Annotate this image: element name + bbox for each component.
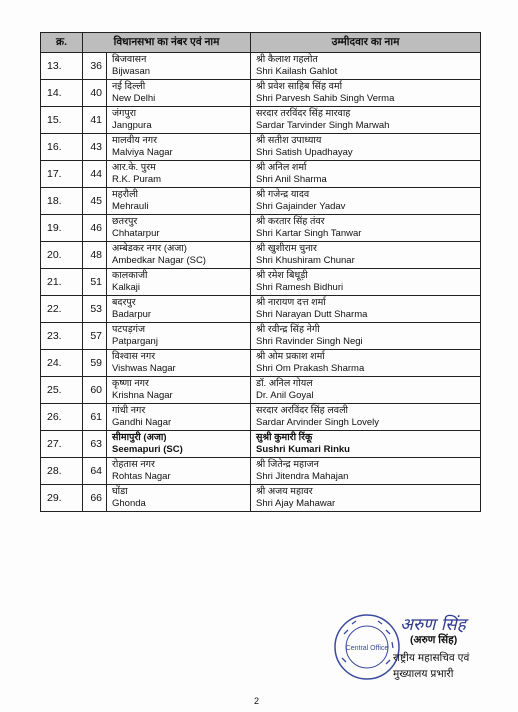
constituency-name-english: Ambedkar Nagar (SC) [112, 255, 206, 266]
constituency-name-hindi: रोहतास नगर [112, 459, 155, 470]
header-serial: क्र. [41, 33, 83, 53]
candidate-name-hindi: श्री सतीश उपाध्याय [256, 135, 322, 146]
constituency-name-english: Gandhi Nagar [112, 417, 172, 428]
constituency-cell [107, 458, 251, 485]
constituency-name-hindi: जंगपुरा [112, 108, 137, 119]
candidate-table [40, 32, 481, 512]
serial-number: 27. [41, 431, 83, 458]
candidate-name-hindi: श्री ओम प्रकाश शर्मा [256, 351, 325, 362]
constituency-cell [107, 107, 251, 134]
signatory-name: (अरुण सिंह) [410, 634, 458, 646]
candidate-name-hindi: श्री नारायण दत्त शर्मा [256, 297, 326, 308]
serial-number: 25. [41, 377, 83, 404]
constituency-cell [107, 242, 251, 269]
candidate-name-english: Shri Ramesh Bidhuri [256, 282, 344, 293]
candidate-name-hindi: श्री गजेन्द्र यादव [256, 189, 310, 200]
constituency-number: 59 [83, 350, 107, 377]
candidate-cell [251, 188, 481, 215]
candidate-name-english: Shri Om Prakash Sharma [256, 363, 365, 374]
table-row [41, 485, 481, 512]
candidate-name-english: Sushri Kumari Rinku [256, 444, 350, 455]
constituency-name-hindi: पटपड़गंज [112, 324, 146, 335]
candidate-name-hindi: सुश्री कुमारी रिंकू [256, 432, 313, 443]
constituency-number: 64 [83, 458, 107, 485]
table-row [41, 350, 481, 377]
constituency-cell [107, 269, 251, 296]
candidate-cell [251, 485, 481, 512]
table-row [41, 431, 481, 458]
candidate-name-english: Shri Anil Sharma [256, 174, 327, 185]
constituency-number: 40 [83, 80, 107, 107]
candidate-name-hindi: श्री करतार सिंह तंवर [256, 216, 325, 227]
constituency-name-english: Chhatarpur [112, 228, 160, 239]
candidate-name-hindi: श्री अजय महावर [256, 486, 313, 497]
candidate-cell [251, 107, 481, 134]
serial-number: 14. [41, 80, 83, 107]
constituency-name-hindi: बिजवासन [112, 54, 147, 65]
constituency-cell [107, 53, 251, 80]
candidate-name-hindi: सरदार तरविंदर सिंह मारवाह [256, 108, 351, 119]
constituency-name-hindi: नई दिल्ली [112, 81, 146, 92]
constituency-name-english: New Delhi [112, 93, 156, 104]
constituency-number: 66 [83, 485, 107, 512]
table-row [41, 188, 481, 215]
candidate-name-hindi: श्री अनिल शर्मा [256, 162, 307, 173]
constituency-cell [107, 161, 251, 188]
candidate-cell [251, 53, 481, 80]
table-row [41, 269, 481, 296]
candidate-cell [251, 431, 481, 458]
serial-number: 28. [41, 458, 83, 485]
table-header-row [41, 33, 481, 53]
header-constituency: विधानसभा का नंबर एवं नाम [83, 33, 251, 53]
constituency-name-english: Malviya Nagar [112, 147, 173, 158]
constituency-number: 41 [83, 107, 107, 134]
constituency-name-hindi: महरौली [112, 189, 138, 200]
candidate-name-hindi: श्री जितेन्द्र महाजन [256, 459, 319, 470]
constituency-number: 48 [83, 242, 107, 269]
constituency-name-english: Vishwas Nagar [112, 363, 176, 374]
candidate-name-hindi: श्री प्रवेश साहिब सिंह वर्मा [256, 81, 343, 92]
candidate-name-english: Shri Narayan Dutt Sharma [256, 309, 368, 320]
constituency-name-english: R.K. Puram [112, 174, 162, 185]
constituency-name-hindi: गांधी नगर [112, 405, 146, 416]
candidate-name-hindi: श्री कैलाश गहलोत [256, 54, 318, 65]
constituency-number: 45 [83, 188, 107, 215]
table-row [41, 242, 481, 269]
constituency-name-hindi: छतरपुर [112, 216, 138, 227]
constituency-name-english: Seemapuri (SC) [112, 444, 183, 455]
table-row [41, 404, 481, 431]
table-row [41, 377, 481, 404]
constituency-name-english: Krishna Nagar [112, 390, 173, 401]
candidate-name-english: Shri Ravinder Singh Negi [256, 336, 363, 347]
constituency-number: 51 [83, 269, 107, 296]
constituency-cell [107, 134, 251, 161]
table-row [41, 134, 481, 161]
serial-number: 15. [41, 107, 83, 134]
constituency-name-english: Bijwasan [112, 66, 151, 77]
constituency-name-hindi: सीमापुरी (अजा) [112, 432, 167, 443]
constituency-cell [107, 431, 251, 458]
constituency-name-english: Mehrauli [112, 201, 149, 212]
constituency-number: 46 [83, 215, 107, 242]
candidate-name-english: Shri Jitendra Mahajan [256, 471, 349, 482]
candidate-name-english: Shri Khushiram Chunar [256, 255, 355, 266]
serial-number: 21. [41, 269, 83, 296]
candidate-cell [251, 458, 481, 485]
header-candidate: उम्मीदवार का नाम [251, 33, 481, 53]
constituency-cell [107, 296, 251, 323]
serial-number: 13. [41, 53, 83, 80]
constituency-name-hindi: बदरपुर [112, 297, 136, 308]
candidate-cell [251, 215, 481, 242]
candidate-name-hindi: डॉ. अनिल गोयल [256, 378, 313, 389]
constituency-number: 44 [83, 161, 107, 188]
constituency-cell [107, 215, 251, 242]
constituency-name-english: Kalkaji [112, 282, 140, 293]
serial-number: 29. [41, 485, 83, 512]
candidate-cell [251, 80, 481, 107]
serial-number: 16. [41, 134, 83, 161]
constituency-cell [107, 404, 251, 431]
constituency-name-english: Jangpura [112, 120, 152, 131]
constituency-name-hindi: कृष्णा नगर [112, 378, 149, 389]
serial-number: 22. [41, 296, 83, 323]
page-number: 2 [254, 696, 260, 706]
constituency-name-hindi: आर.के. पुरम [112, 162, 156, 173]
constituency-name-hindi: अम्बेडकर नगर (अजा) [112, 243, 187, 254]
constituency-name-english: Badarpur [112, 309, 152, 320]
constituency-cell [107, 188, 251, 215]
candidate-name-english: Shri Parvesh Sahib Singh Verma [256, 93, 395, 104]
constituency-cell [107, 377, 251, 404]
serial-number: 20. [41, 242, 83, 269]
constituency-number: 36 [83, 53, 107, 80]
candidate-cell [251, 377, 481, 404]
table-body [41, 53, 481, 512]
candidate-cell [251, 269, 481, 296]
constituency-name-hindi: विश्वास नगर [112, 351, 156, 362]
candidate-name-hindi: श्री खुशीराम चुनार [256, 243, 317, 254]
svg-text:Central Office: Central Office [345, 645, 389, 652]
constituency-name-hindi: घोंडा [112, 486, 128, 497]
table-row [41, 458, 481, 485]
candidate-cell [251, 296, 481, 323]
designation-line-1: राष्ट्रीय महासचिव एवं [393, 652, 470, 664]
constituency-number: 43 [83, 134, 107, 161]
serial-number: 17. [41, 161, 83, 188]
constituency-name-hindi: मालवीय नगर [112, 135, 157, 146]
constituency-number: 57 [83, 323, 107, 350]
constituency-cell [107, 485, 251, 512]
table-row [41, 80, 481, 107]
constituency-cell [107, 80, 251, 107]
constituency-number: 53 [83, 296, 107, 323]
candidate-name-hindi: श्री रवीन्द्र सिंह नेगी [256, 324, 320, 335]
constituency-number: 63 [83, 431, 107, 458]
serial-number: 24. [41, 350, 83, 377]
constituency-number: 61 [83, 404, 107, 431]
constituency-cell [107, 323, 251, 350]
candidate-name-english: Shri Gajainder Yadav [256, 201, 346, 212]
constituency-name-hindi: कालकाजी [112, 270, 148, 281]
candidate-name-english: Shri Satish Upadhayay [256, 147, 353, 158]
candidate-name-hindi: श्री रमेश बिधूड़ी [256, 270, 308, 281]
constituency-number: 60 [83, 377, 107, 404]
party-seal-stamp [332, 612, 402, 682]
candidate-cell [251, 404, 481, 431]
candidate-name-hindi: सरदार अरविंदर सिंह लवली [256, 405, 348, 416]
table-row [41, 323, 481, 350]
candidate-name-english: Shri Ajay Mahawar [256, 498, 336, 509]
designation-line-2: मुख्यालय प्रभारी [393, 668, 454, 680]
table-row [41, 53, 481, 80]
table-row [41, 107, 481, 134]
serial-number: 19. [41, 215, 83, 242]
serial-number: 18. [41, 188, 83, 215]
table-row [41, 215, 481, 242]
constituency-name-english: Ghonda [112, 498, 146, 509]
candidate-cell [251, 134, 481, 161]
candidate-name-english: Dr. Anil Goyal [256, 390, 314, 401]
candidate-cell [251, 242, 481, 269]
candidate-cell [251, 161, 481, 188]
candidate-name-english: Sardar Arvinder Singh Lovely [256, 417, 380, 428]
candidate-cell [251, 350, 481, 377]
constituency-cell [107, 350, 251, 377]
serial-number: 26. [41, 404, 83, 431]
signature: अरुण सिंह [400, 615, 466, 635]
constituency-name-english: Rohtas Nagar [112, 471, 171, 482]
candidate-name-english: Shri Kartar Singh Tanwar [256, 228, 362, 239]
table-row [41, 161, 481, 188]
candidate-name-english: Sardar Tarvinder Singh Marwah [256, 120, 390, 131]
table-row [41, 296, 481, 323]
candidate-name-english: Shri Kailash Gahlot [256, 66, 338, 77]
serial-number: 23. [41, 323, 83, 350]
constituency-name-english: Patparganj [112, 336, 158, 347]
candidate-cell [251, 323, 481, 350]
